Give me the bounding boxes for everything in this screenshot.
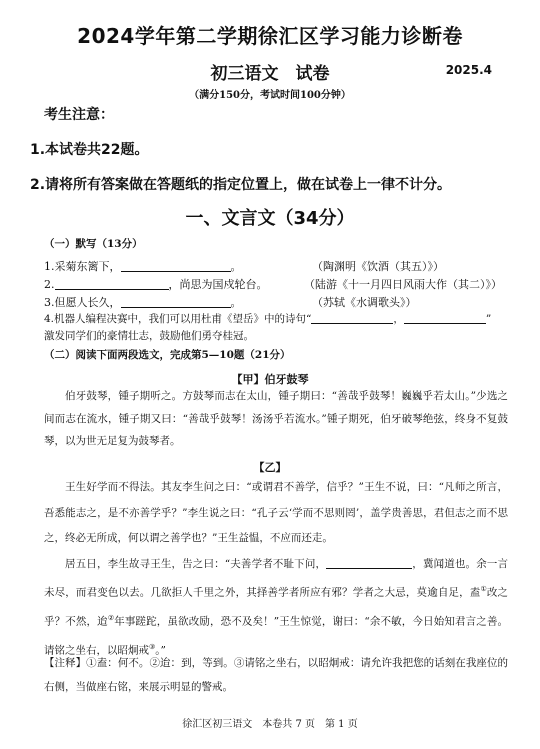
yi-p2-a: 居五日，李生故寻王生，告之曰：“夫善学者不耻下问， [65, 557, 327, 570]
exam-subtitle: 初三语文 试卷 [210, 64, 330, 84]
part1-heading: （一）默写（13分） [44, 238, 143, 250]
passage-yi [44, 475, 508, 664]
part2-heading: （二）阅读下面两段选文，完成第5—10题（21分） [44, 349, 291, 361]
q1-text-after: 。 [230, 260, 242, 273]
q2-text-after: ，尚思为国戍轮台。 [168, 278, 268, 291]
exam-meta: （满分150分，考试时间100分钟） [189, 90, 351, 101]
yi-p2-c: 改之乎？不然，迨 [44, 586, 509, 628]
notice-heading: 考生注意： [44, 107, 114, 123]
q2-text-before: 2. [44, 278, 55, 291]
q4-text-c: ” [485, 313, 492, 325]
question-4-line-2: 激发同学们的豪情壮志，鼓励他们勇夺桂冠。 [44, 330, 254, 342]
passage-yi-title: 【乙】 [253, 461, 287, 474]
q4-text-b: ， [393, 313, 404, 325]
passage-jia-title: 【甲】伯牙鼓琴 [231, 373, 309, 386]
q3-source: （苏轼《水调歌头》） [312, 296, 417, 309]
section-title: 一、文言文（34分） [185, 208, 355, 229]
q2-source: （陆游《十一月四日风雨大作（其二）》） [304, 278, 502, 291]
question-2 [44, 276, 268, 292]
question-3 [44, 294, 242, 310]
q1-answer-blank[interactable] [121, 259, 231, 272]
question-1 [44, 258, 242, 274]
q3-text-before: 3.但愿人长久， [44, 296, 121, 309]
footnote-ref-1: ① [480, 585, 487, 593]
q4-answer-blank-1[interactable] [311, 311, 393, 324]
q4-text-a: 4.机器人编程决赛中，我们可以用杜甫《望岳》中的诗句“ [44, 313, 312, 325]
annotation [44, 651, 508, 699]
passage-yi-para-1: 王生好学而不得法。其友李生问之曰：“或谓君不善学，信乎？”王生不说，曰：“凡师之所言，吾悉能志之，是不亦善学乎？”李生说之曰：“孔子云‘学而不思则罔’，盖学贵善思，君但志之而不思之，终必无所成，何以谓之善学也？”王生益愠，不应而还走。 [44, 481, 508, 544]
q4-answer-blank-2[interactable] [404, 311, 486, 324]
notice-item-1: 1.本试卷共22题。 [30, 142, 149, 158]
yi-p2-e: 。” [155, 644, 166, 657]
exam-title: 2024学年第二学期徐汇区学习能力诊断卷 [77, 24, 463, 48]
q2-answer-blank[interactable] [55, 277, 169, 290]
page-footer: 徐汇区初三语文 本卷共 7 页 第 1 页 [182, 719, 358, 730]
passage-yi-para-2 [44, 552, 508, 665]
annotation-text: 【注释】①盍：何不。②迨：到，等到。③请铭之坐右，以昭炯戒：请允许我把您的话刻在我座位的右侧，当做座右铭，来展示明显的警戒。 [44, 657, 508, 693]
passage-jia-text: 伯牙鼓琴，锺子期听之。方鼓琴而志在太山，锺子期曰：“善哉乎鼓琴！巍巍乎若太山。”少选之间而志在流水，锺子期又曰：“善哉乎鼓琴！汤汤乎若流水。”锺子期死，伯牙破琴绝弦，终身不复鼓琴，以为世无足复为鼓琴者。 [44, 390, 508, 447]
footnote-ref-2: ② [107, 614, 115, 622]
question-4 [44, 311, 491, 326]
q3-text-after: 。 [230, 296, 242, 309]
yi-p2-b: ，冀闻道也。余一言未尽，而君变色以去。几欲拒人千里之外，其择善学者所应有邪？学者之大忌，莫逾自足，盍 [44, 557, 508, 599]
yi-p2-d: 年事蹉跎，虽欲改励，恐不及矣！”王生惊觉，谢曰：“余不敏，今日始知君言之善。请铭之坐右，以昭炯戒 [44, 615, 509, 657]
q3-answer-blank[interactable] [121, 295, 231, 308]
q-answer-blank-yi[interactable] [326, 558, 412, 569]
notice-item-2: 2.请将所有答案做在答题纸的指定位置上，做在试卷上一律不计分。 [30, 177, 452, 193]
q1-text-before: 1.采菊东篱下， [44, 260, 121, 273]
footnote-ref-3: ③ [149, 643, 156, 651]
exam-date: 2025.4 [445, 63, 492, 77]
passage-jia [44, 385, 508, 453]
q1-source: （陶渊明《饮酒（其五）》） [312, 260, 444, 273]
